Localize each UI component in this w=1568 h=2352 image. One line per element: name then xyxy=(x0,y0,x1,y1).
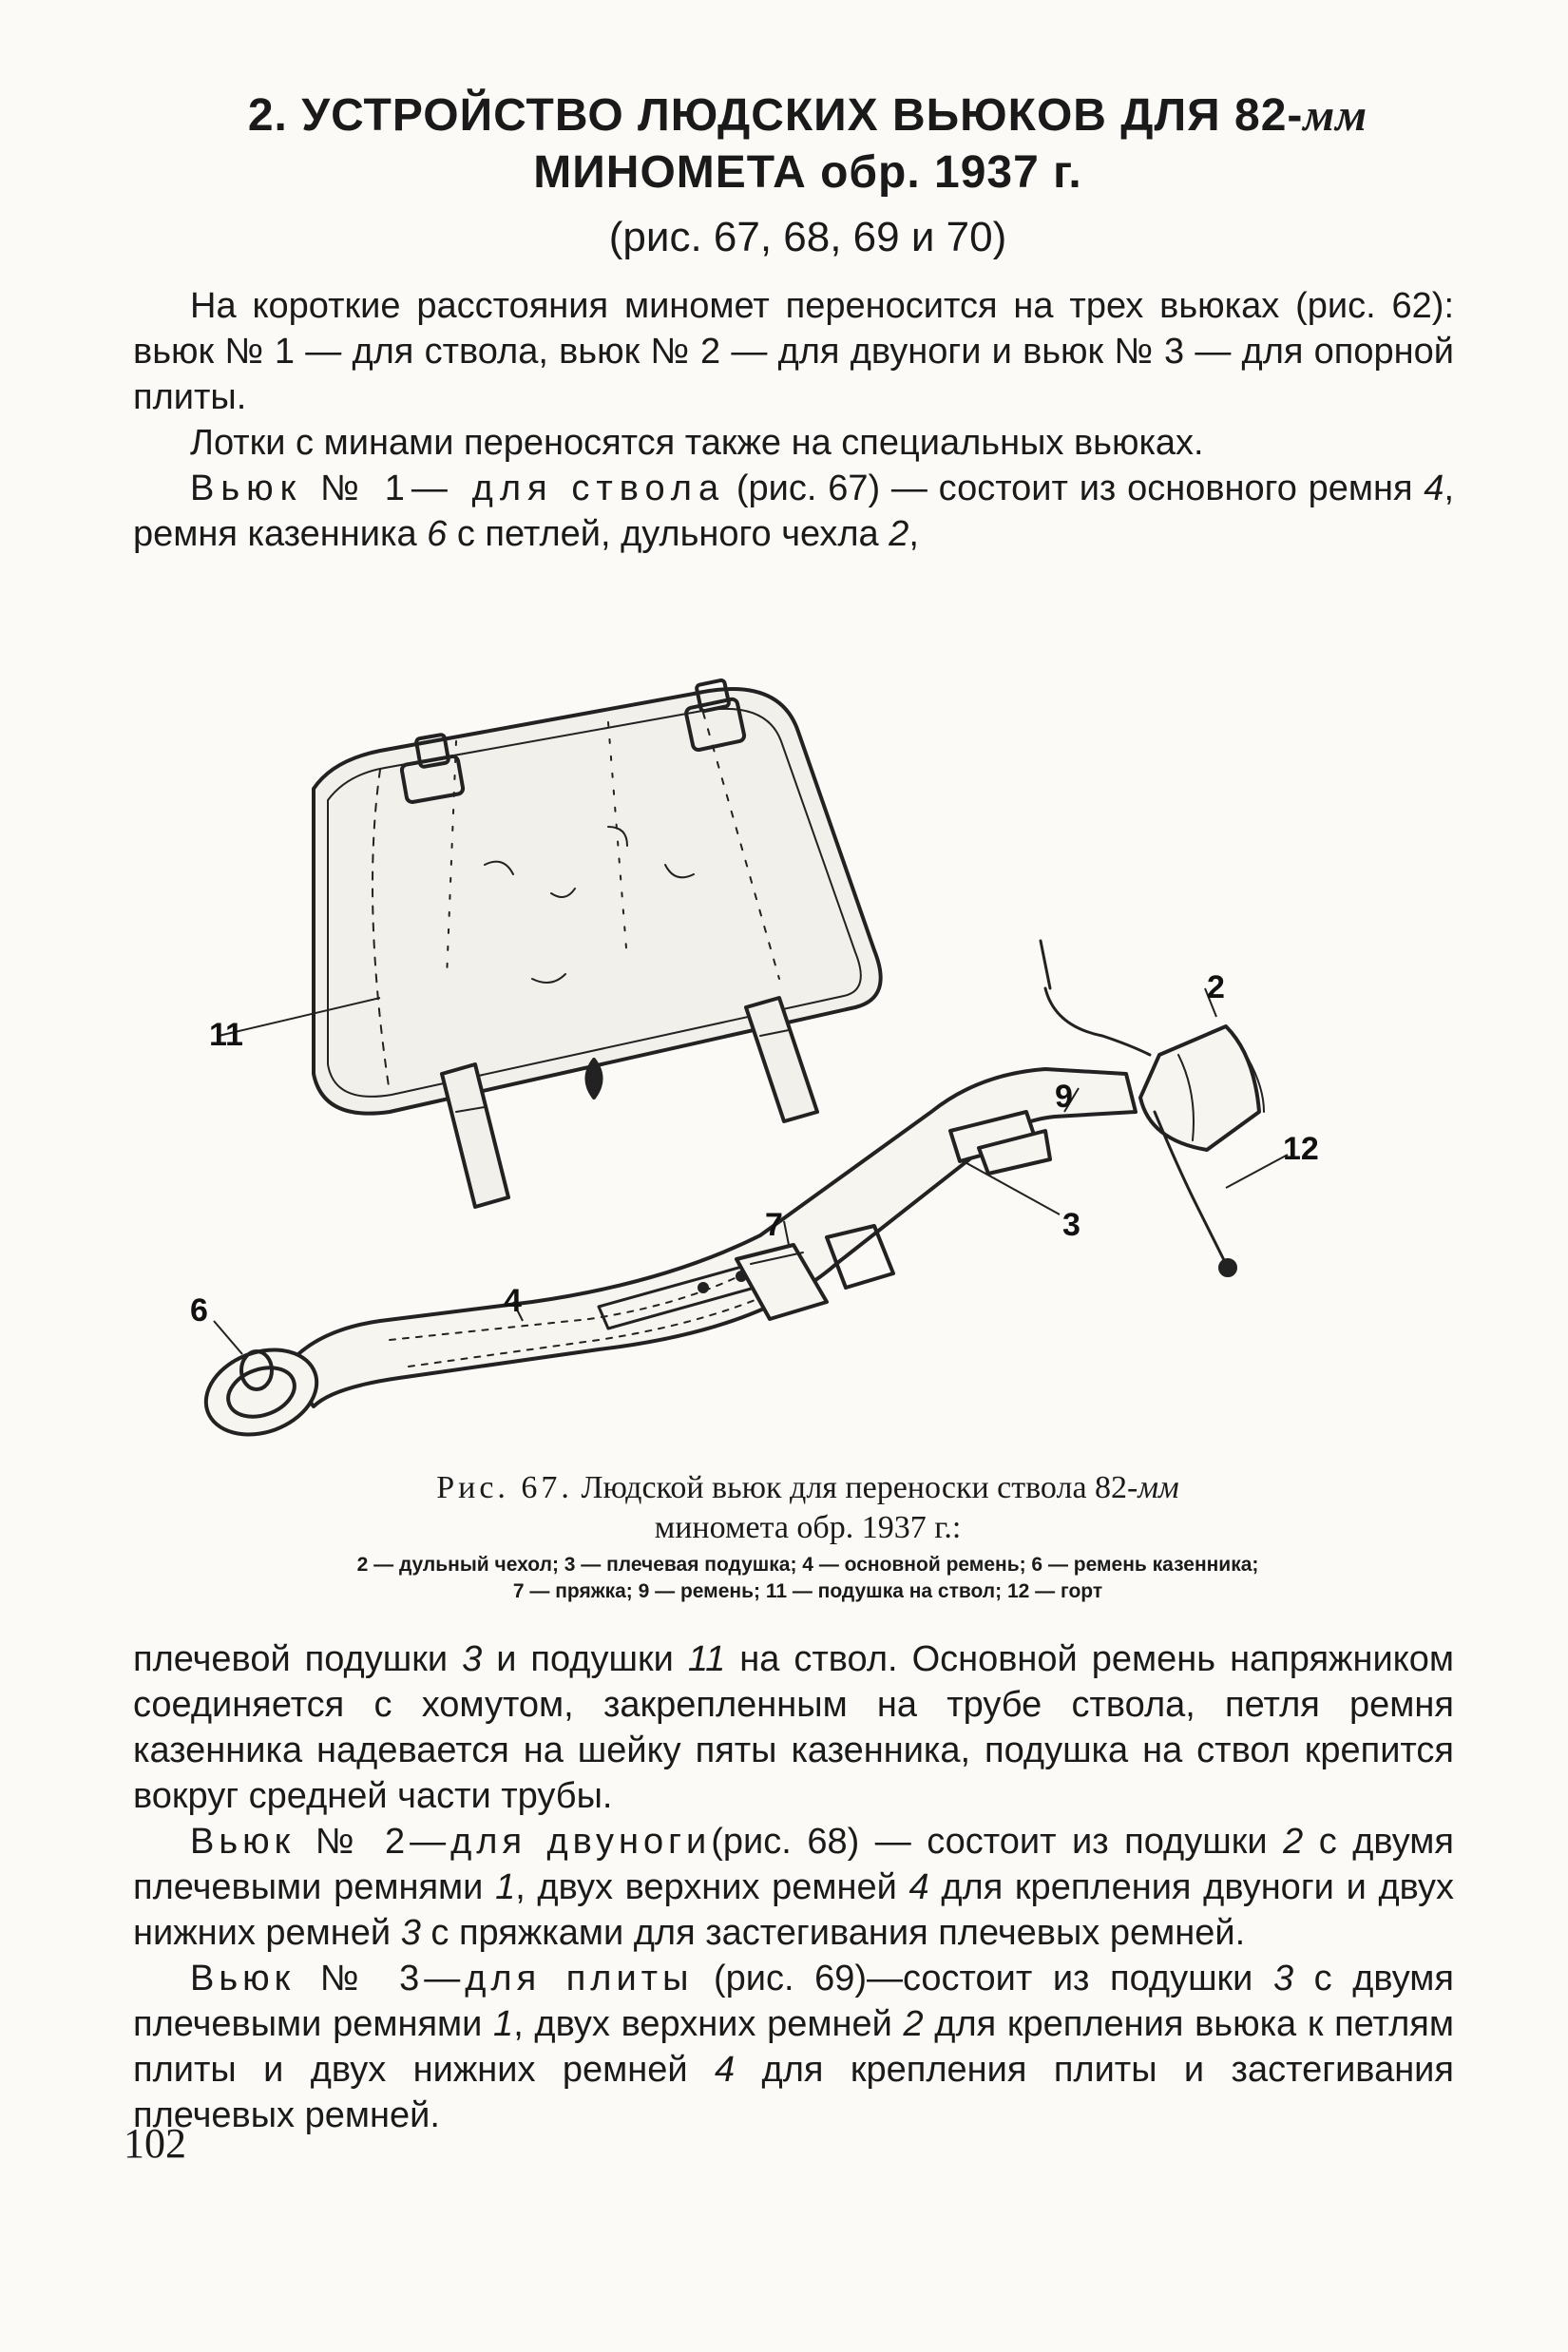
ref-number: 1 xyxy=(495,1867,516,1907)
text-span: (рис. 68) — состоит из подушки xyxy=(711,1822,1284,1862)
ref-number: 1 xyxy=(493,2004,514,2044)
figure-label: 12 xyxy=(1283,1131,1319,1167)
text-span: Людской вьюк для переноски ствола 82- xyxy=(572,1470,1138,1505)
ref-number: 4 xyxy=(908,1867,929,1907)
heading-unit: мм xyxy=(1303,90,1368,141)
paragraph-3 xyxy=(133,466,1454,557)
text-span: (рис. 67) — состоит из основного ремня xyxy=(725,468,1425,508)
pack-1-title: Вьюк № 1— для ствола xyxy=(190,468,726,508)
section-heading-line1 xyxy=(143,87,1473,144)
paragraph-4 xyxy=(133,1636,1454,1819)
text-span: плечевой подушки xyxy=(133,1639,463,1679)
ref-number: 3 xyxy=(462,1639,483,1679)
caption-title-line2: миномета обр. 1937 г.: xyxy=(654,1510,962,1545)
figure-label: 11 xyxy=(209,1017,243,1053)
text-span: , двух верхних ремней xyxy=(515,1867,909,1907)
figure-67-illustration xyxy=(171,580,1406,1454)
text-span: , двух верхних ремней xyxy=(513,2004,904,2044)
ref-number: 11 xyxy=(687,1639,726,1679)
pack-3-title: Вьюк № 3—для плиты xyxy=(190,1959,694,1998)
text-span: (рис. 69)—состоит из подушки xyxy=(693,1959,1273,1998)
ref-number: 2 xyxy=(1283,1822,1304,1862)
figure-label: 3 xyxy=(1062,1207,1080,1243)
section-heading-line2: МИНОМЕТА обр. 1937 г. xyxy=(533,147,1082,198)
figure-label: 2 xyxy=(1207,969,1225,1005)
text-span: с пряжками для застегивания плечевых ремней. xyxy=(420,1913,1246,1953)
ref-number: 2 xyxy=(889,514,909,554)
ref-number: 4 xyxy=(715,2050,736,2090)
figure-label: 6 xyxy=(190,1292,208,1329)
text-span: с петлей, дульного чехла xyxy=(447,514,889,554)
figure-caption xyxy=(143,1468,1473,1605)
figure-label: 7 xyxy=(765,1207,783,1243)
page-number: 102 xyxy=(124,2120,186,2167)
paragraph-6 xyxy=(133,1956,1454,2138)
heading-text: 2. УСТРОЙСТВО ЛЮДСКИХ ВЬЮКОВ ДЛЯ 82- xyxy=(247,90,1304,141)
text-span: , ремня казенника xyxy=(133,468,1454,554)
text-span: для крепления двуноги и двух нижних ремней xyxy=(133,1867,1454,1953)
text-span: на ствол. Основной ремень напряжником соединяется с хомутом, закрепленным на трубе ствола, петля ремня казенника надевается на шейку пяты казенника, подушка на ствол крепится вокруг средней части трубы. xyxy=(133,1639,1454,1816)
ref-number: 3 xyxy=(1272,1959,1294,1998)
figures-reference: (рис. 67, 68, 69 и 70) xyxy=(608,214,1007,260)
ref-number: 6 xyxy=(427,514,448,554)
text-span: , xyxy=(908,514,919,554)
paragraph-2: Лотки с минами переносятся также на специальных вьюках. xyxy=(190,423,1204,463)
pack-2-title: Вьюк № 2—для двуноги xyxy=(190,1822,712,1862)
text-span: для крепления плиты и застегивания плечевых ремней. xyxy=(133,2050,1454,2135)
caption-legend-line2: 7 — пряжка; 9 — ремень; 11 — подушка на ствол; 12 — горт xyxy=(512,1580,1103,1602)
figure-label: 4 xyxy=(504,1283,522,1319)
barrel-cushion xyxy=(314,679,881,1207)
caption-legend-line1: 2 — дульный чехол; 3 — плечевая подушка; 4 — основной ремень; 6 — ремень казенника; xyxy=(356,1554,1259,1576)
text-span: с двумя плечевыми ремнями xyxy=(133,1959,1454,2044)
text-span: с двумя плечевыми ремнями xyxy=(133,1822,1454,1907)
ref-number: 4 xyxy=(1424,468,1444,508)
caption-figure-number: Рис. 67. xyxy=(436,1470,573,1505)
figure-label: 9 xyxy=(1055,1079,1073,1115)
text-span: и подушки xyxy=(482,1639,688,1679)
caption-unit: мм xyxy=(1138,1470,1179,1505)
paragraph-5 xyxy=(133,1819,1454,1956)
ref-number: 2 xyxy=(903,2004,924,2044)
caption-title-line1 xyxy=(143,1468,1473,1508)
ref-number: 3 xyxy=(400,1913,421,1953)
paragraph-1: На короткие расстояния миномет переносится на трех вьюках (рис. 62): вьюк № 1 — для ствола, вьюк № 2 — для двуноги и вьюк № 3 — для опорной плиты. xyxy=(133,286,1454,417)
text-span: для крепления вьюка к петлям плиты и двух нижних ремней xyxy=(133,2004,1455,2090)
